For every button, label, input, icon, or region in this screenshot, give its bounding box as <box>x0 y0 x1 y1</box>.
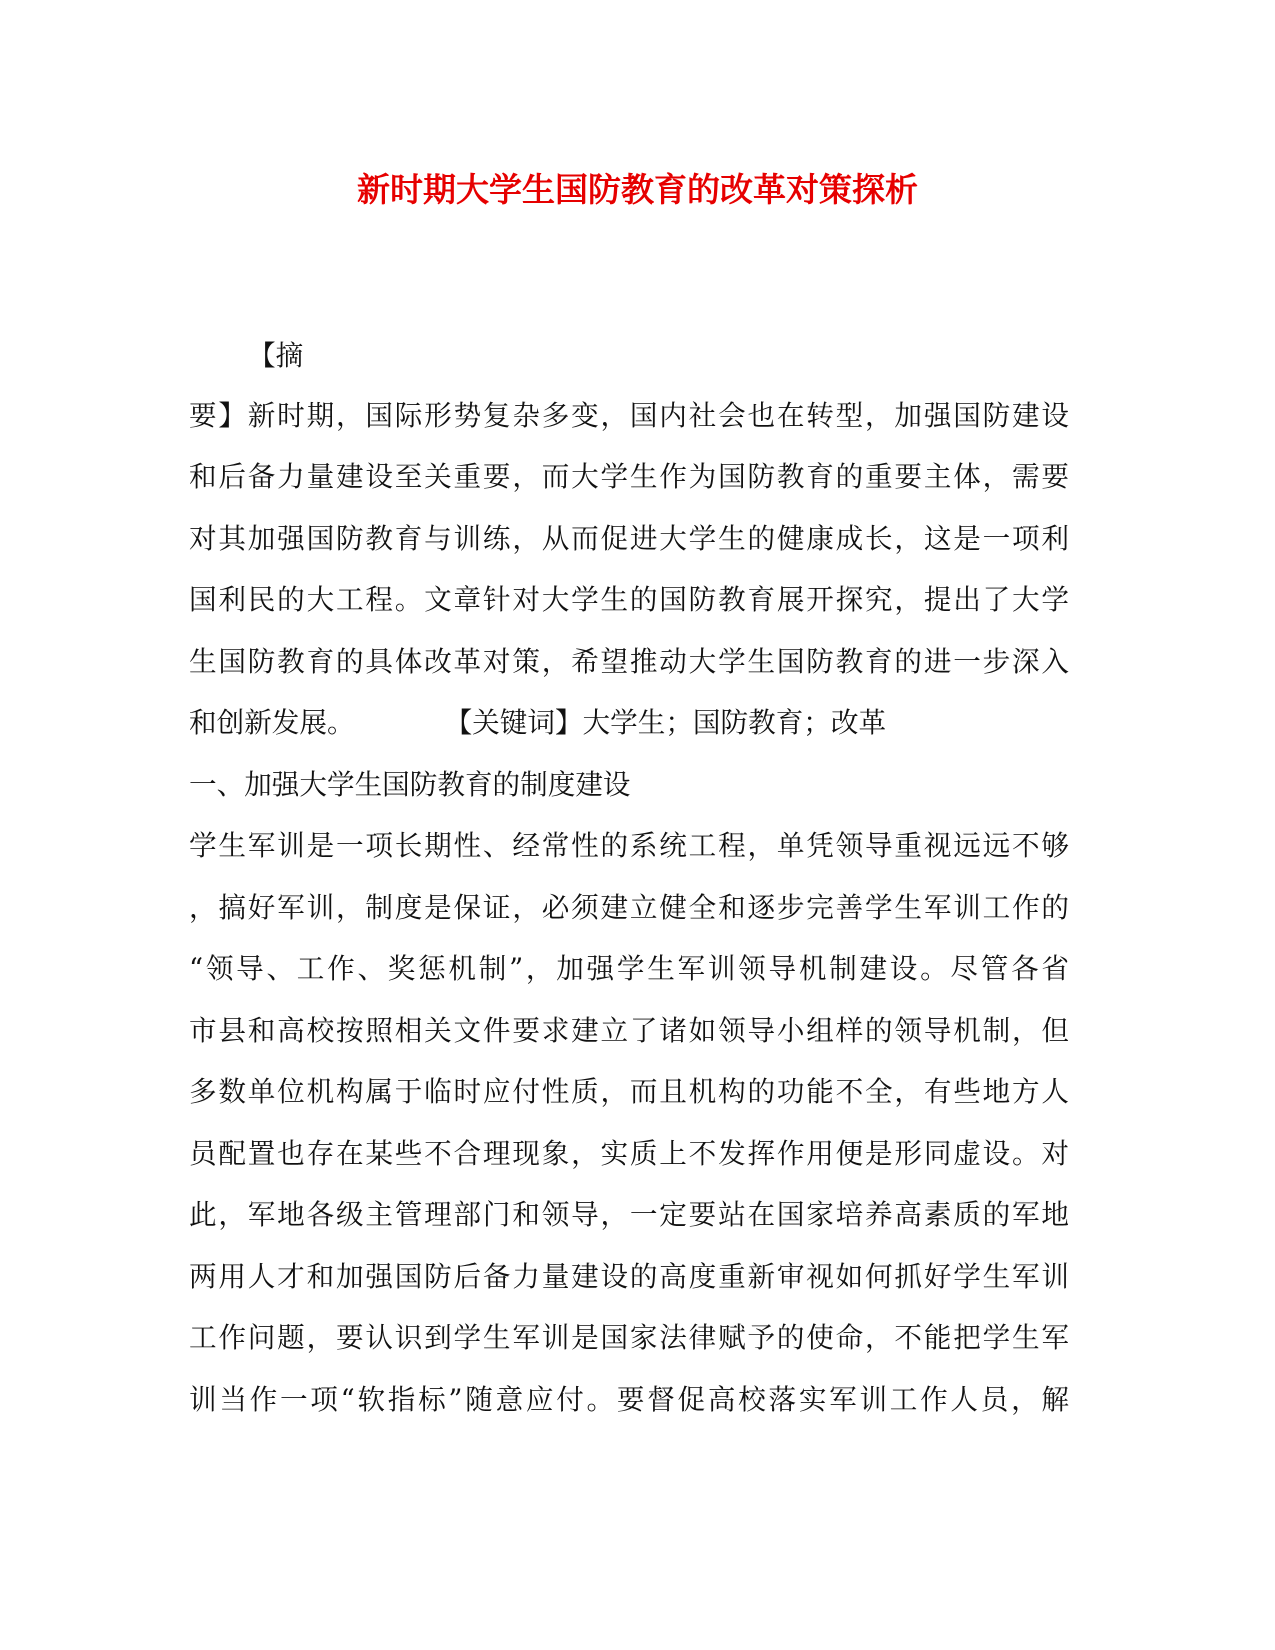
body-line-8: 两用人才和加强国防后备力量建设的高度重新审视如何抓好学生军训 <box>189 1260 1069 1293</box>
body-line-7: 此，军地各级主管理部门和领导，一定要站在国家培养高素质的军地 <box>189 1198 1069 1231</box>
body-line-9: 工作问题，要认识到学生军训是国家法律赋予的使命，不能把学生军 <box>189 1321 1069 1354</box>
abstract-line-2: 和后备力量建设至关重要，而大学生作为国防教育的重要主体，需要 <box>189 460 1069 493</box>
body-line-10: 训当作一项“软指标”随意应付。要督促高校落实军训工作人员，解 <box>189 1383 1069 1416</box>
abstract-line-3: 对其加强国防教育与训练，从而促进大学生的健康成长，这是一项利 <box>189 522 1069 555</box>
body-line-2: ，搞好军训，制度是保证，必须建立健全和逐步完善学生军训工作的 <box>189 891 1069 924</box>
body-line-6: 员配置也存在某些不合理现象，实质上不发挥作用便是形同虚设。对 <box>189 1137 1069 1170</box>
body-line-3: “领导、工作、奖惩机制”，加强学生军训领导机制建设。尽管各省 <box>189 952 1069 985</box>
document-title: 新时期大学生国防教育的改革对策探析 <box>357 170 918 209</box>
abstract-line-5: 生国防教育的具体改革对策，希望推动大学生国防教育的进一步深入 <box>189 645 1069 678</box>
abstract-closing-line <box>189 703 1069 743</box>
body-line-5: 多数单位机构属于临时应付性质，而且机构的功能不全，有些地方人 <box>189 1075 1069 1108</box>
body-line-1: 学生军训是一项长期性、经常性的系统工程，单凭领导重视远远不够 <box>189 829 1069 862</box>
section-heading-1: 一、加强大学生国防教育的制度建设 <box>189 768 631 801</box>
body-line-4: 市县和高校按照相关文件要求建立了诸如领导小组样的领导机制，但 <box>189 1014 1069 1047</box>
abstract-line-4: 国利民的大工程。文章针对大学生的国防教育展开探究，提出了大学 <box>189 583 1069 616</box>
abstract-end: 和创新发展。 <box>189 706 355 739</box>
abstract-line-1: 要】新时期，国际形势复杂多变，国内社会也在转型，加强国防建设 <box>189 399 1069 432</box>
keywords: 【关键词】大学生；国防教育；改革 <box>444 706 887 739</box>
abstract-heading: 【摘 <box>248 339 304 372</box>
